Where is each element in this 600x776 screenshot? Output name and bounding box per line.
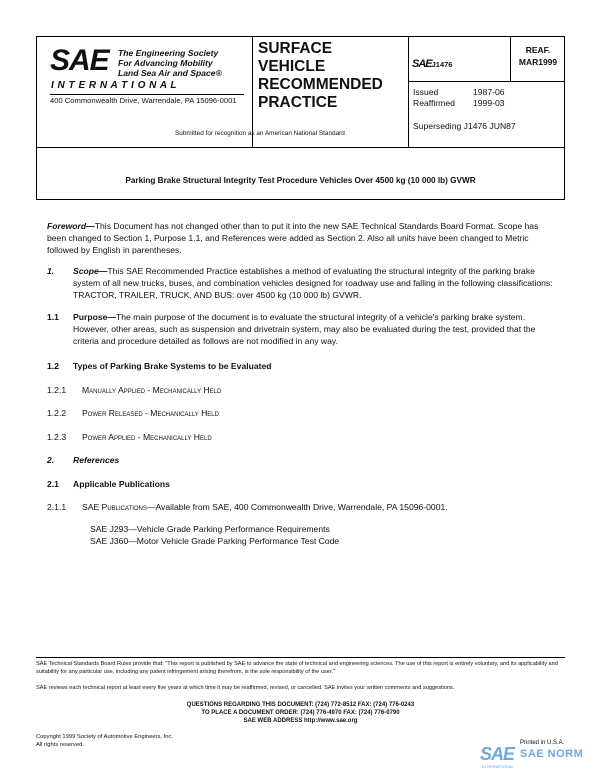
international-label: I N T E R N A T I O N A L: [51, 80, 178, 91]
applicable-number: 2.1: [47, 479, 59, 489]
printed-in: Printed in U.S.A.: [520, 740, 565, 746]
applicable-heading: Applicable Publications: [73, 479, 170, 489]
submitted-note: Submitted for recognition as an American National Standard: [175, 130, 345, 137]
types-item-number: 1.2.2: [47, 408, 67, 418]
address: 400 Commonwealth Drive, Warrendale, PA 15096-0001: [50, 96, 237, 105]
types-item: Power Applied - Mechanically Held: [82, 432, 212, 442]
footer-questions: QUESTIONS REGARDING THIS DOCUMENT: (724) 772-8512 FAX: (724) 776-0243: [186, 702, 415, 708]
reaffirmed-date: 1999-03: [473, 98, 505, 108]
doc-type-line: RECOMMENDED: [258, 76, 383, 93]
logo-rule: [50, 94, 244, 95]
superseding: Superseding J1476 JUN87: [413, 121, 516, 131]
rights-line: All rights reserved.: [36, 742, 85, 748]
scope-label: Scope—: [73, 266, 108, 276]
society-name: [118, 48, 222, 78]
pub-text: —Available from SAE, 400 Commonwealth Drive, Warrendale, PA 15096-0001.: [146, 502, 448, 512]
purpose-label: Purpose—: [73, 312, 116, 322]
doc-number: [412, 54, 452, 72]
issued-date: 1987-06: [473, 87, 505, 97]
footer-order: TO PLACE A DOCUMENT ORDER: (724) 776-4970 FAX: (724) 776-0790: [201, 710, 400, 716]
types-item: Power Released - Mechanically Held: [82, 408, 219, 418]
doc-number-text: J1476: [431, 60, 453, 69]
dates-block: [413, 87, 505, 109]
types-number: 1.2: [47, 361, 59, 371]
header-divider-3: [510, 36, 511, 81]
watermark-text: SAE NORM: [520, 748, 584, 760]
types-heading: Types of Parking Brake Systems to be Evaluated: [73, 361, 272, 371]
footer-copyright: [36, 733, 173, 749]
society-line: The Engineering Society: [118, 48, 219, 58]
issued-label: Issued: [413, 87, 439, 97]
scope: [73, 266, 555, 301]
purpose-number: 1.1: [47, 312, 59, 322]
footer-rule: [36, 657, 565, 658]
reaf-date: MAR1999: [518, 57, 558, 67]
society-line: Land Sea Air and Space®: [118, 68, 222, 78]
doc-type-line: SURFACE: [258, 40, 333, 57]
doc-type-line: VEHICLE: [258, 58, 326, 75]
foreword-label: Foreword—: [47, 221, 95, 231]
reference-doc: SAE J360—Motor Vehicle Grade Parking Performance Test Code: [90, 536, 340, 546]
reaffirmed-label: Reaffirmed: [413, 98, 455, 108]
types-item: Manually Applied - Mechanically Held: [82, 385, 222, 395]
pub-number: 2.1.1: [47, 502, 67, 512]
doc-type-line: PRACTICE: [258, 94, 338, 111]
watermark-sub: INTERNATIONAL: [482, 764, 514, 769]
purpose: [73, 312, 555, 347]
society-line: For Advancing Mobility: [118, 58, 213, 68]
copyright-line: Copyright 1999 Society of Automotive Engineers, Inc.: [36, 734, 173, 740]
footer-web: SAE WEB ADDRESS http://www.sae.org: [243, 718, 358, 724]
reaf-label: REAF.: [525, 45, 551, 55]
header-divider-h: [408, 81, 565, 82]
watermark-logo: SAE: [480, 744, 515, 764]
references-number: 2.: [47, 455, 55, 465]
header-divider-2: [408, 36, 409, 148]
pub-label: SAE Publications: [82, 502, 147, 512]
doc-type: [258, 40, 383, 112]
scope-number: 1.: [47, 266, 55, 276]
sae-norm-watermark: [480, 744, 590, 772]
purpose-text: The main purpose of the document is to evaluate the structural integrity of a vehicle's parking brake system. However, other areas, such as suspension and drivetrain system, may also be evaluated during the test, provided that the criteria and procedure detailed as follows are not modified in any way.: [73, 312, 536, 346]
foreword: [47, 221, 555, 256]
sae-publications: [82, 502, 552, 514]
types-item-number: 1.2.3: [47, 432, 67, 442]
reaf-block: [512, 44, 564, 68]
footer-policy: SAE Technical Standards Board Rules provide that: "This report is published by SAE to advance the state of technical and engineering sciences. The use of this report is entirely voluntary, and its applicability and suitability for any particular use, including any patent infringement arising therefrom, is the sole responsibility of the user.": [36, 661, 558, 675]
sae-logo: SAE: [50, 44, 109, 77]
footer-review: SAE reviews each technical report at least every five years at which time it may be reaffirmed, revised, or cancelled. SAE invites your written comments and suggestions.: [36, 685, 455, 691]
footer-contacts: [36, 701, 565, 725]
scope-text: This SAE Recommended Practice establishes a method of evaluating the structural integrity of the parking brake system of all new trucks, buses, and combination vehicles designed for roadway use and falling in the following classifications: TRACTOR, TRAILER, TRUCK, AND BUS: over 4500 kg (10 000 lb) GVWR.: [73, 266, 553, 300]
foreword-text: This Document has not changed other than to put it into the new SAE Technical Standards Board Format. Scope has been changed to Section 1, Purpose 1.1, and References were added as Section 2. Also all units have been changed to Metric followed by English in parentheses.: [47, 221, 539, 255]
references-heading: References: [73, 455, 120, 465]
doc-number-logo: SAE: [412, 58, 432, 70]
reference-doc: SAE J293—Vehicle Grade Parking Performance Requirements: [90, 524, 330, 534]
document-title: Parking Brake Structural Integrity Test Procedure Vehicles Over 4500 kg (10 000 lb) GVWR: [125, 176, 476, 185]
types-item-number: 1.2.1: [47, 385, 67, 395]
title-box: [36, 147, 565, 200]
